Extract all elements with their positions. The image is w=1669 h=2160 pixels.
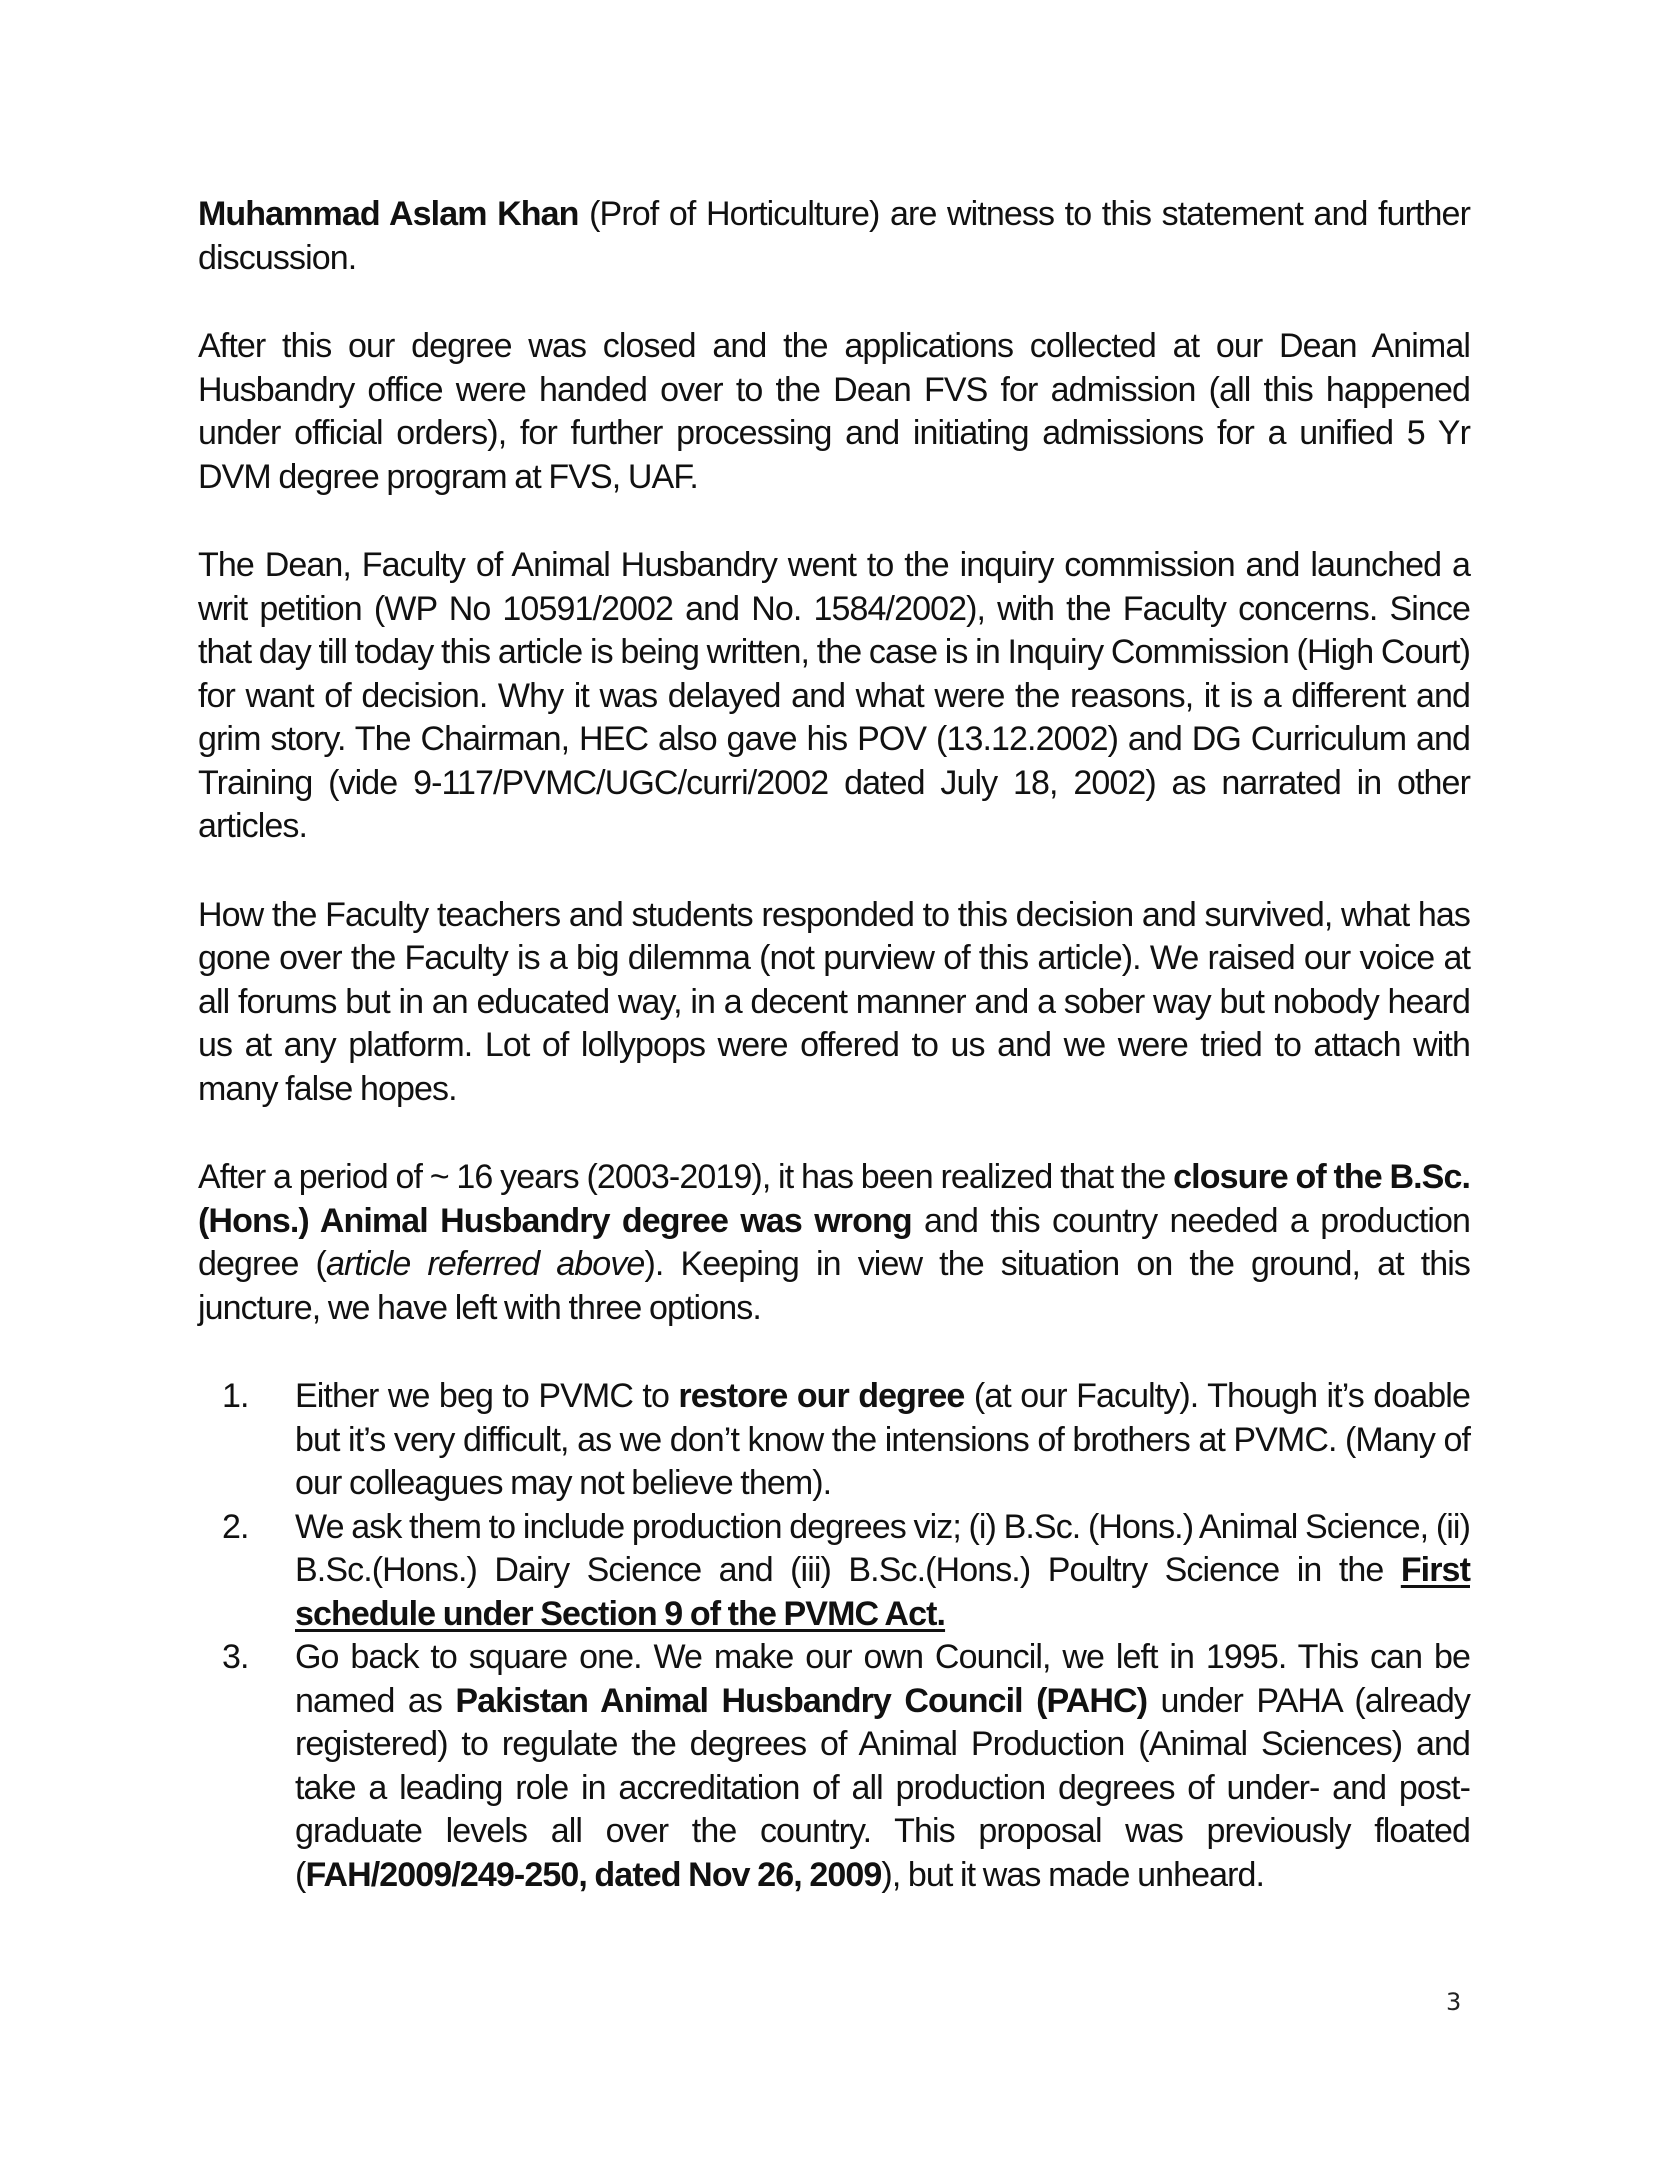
paragraph-faculty-response: How the Faculty teachers and students responded to this decision and survived, what has gone over the Faculty is a big dilemma (not purview of this article). We raised our voice at all forums but in an educated way, in a decent manner and a sober way but nobody heard us at any platform. Lot of lollypops were offered to us and we were tried to attach with many false hopes.: [198, 895, 1470, 1108]
realization-text-1: After a period of ~ 16 years (2003-2019), it has been realized that the: [198, 1158, 1174, 1196]
option-1-bold: restore our degree: [678, 1377, 965, 1415]
realization-bold: closure of the B.Sc.(Hons.) Animal Husbandry degree was wrong: [198, 1158, 1470, 1240]
option-1-text-1: Either we beg to PVMC to: [295, 1377, 679, 1415]
paragraph-writ-petition: The Dean, Faculty of Animal Husbandry went to the inquiry commission and launched a writ petition (WP No 10591/2002 and No. 1584/2002), with the Faculty concerns. Since that day till today this article is being written, the case is in Inquiry Commission (High Court) for want of decision. Why it was delayed and what were the reasons, it is a different and grim story. The Chairman, HEC also gave his POV (13.12.2002) and DG Curriculum and Training (vide 9-117/PVMC/UGC/curri/2002 dated July 18, 2002) as narrated in other articles.: [198, 546, 1470, 845]
option-3-text-1: Go back to square one. We make our own Council, we left in 1995. This can be named as: [295, 1638, 1470, 1720]
option-3-bold-council: Pakistan Animal Husbandry Council (PAHC): [455, 1681, 1148, 1720]
realization-italic: article referred above: [325, 1245, 645, 1283]
option-3-bold-reference: FAH/2009/249-250, dated Nov 26, 2009: [305, 1855, 882, 1894]
list-item-option-2: [198, 1506, 1470, 1637]
options-list: [198, 1375, 1470, 1897]
witness-name: Muhammad Aslam Khan: [198, 195, 579, 233]
realization-text-3: ). Keeping in view the situation on the ground, at this juncture, we have left with three options.: [198, 1245, 1471, 1327]
option-3-text-2: under PAHA (already registered) to regulate the degrees of Animal Production (Animal Sciences) and take a leading role in accreditation of all production degrees of under- and post-graduate levels all over the country. This proposal was previously floated (: [295, 1681, 1470, 1894]
list-item-option-3: [198, 1636, 1470, 1897]
list-item-option-1: [198, 1375, 1470, 1506]
option-3-text-3: ), but it was made unheard.: [881, 1855, 1265, 1894]
option-1-text-2: (at our Faculty). Though it’s doable but it’s very difficult, as we don’t know the intensions of brothers at PVMC. (Many of our colleagues may not believe them).: [295, 1377, 1470, 1502]
paragraph-witness: [198, 193, 1470, 280]
realization-text-2: and this country needed a production degree (: [198, 1201, 1470, 1283]
witness-text: (Prof of Horticulture) are witness to this statement and further discussion.: [198, 195, 1470, 277]
option-2-bold-underlined: First schedule under Section 9 of the PVMC Act.: [295, 1551, 1470, 1633]
paragraph-degree-closed: After this our degree was closed and the applications collected at our Dean Animal Husbandry office were handed over to the Dean FVS for admission (all this happened under official orders), for further processing and initiating admissions for a unified 5 Yr DVM degree program at FVS, UAF.: [198, 327, 1470, 496]
page-number: 3: [1446, 1988, 1462, 2016]
list-number: 3.: [222, 1638, 249, 1676]
paragraph-realization: [198, 1156, 1470, 1330]
list-number: 2.: [222, 1507, 249, 1546]
page-body: [198, 193, 1470, 1897]
option-2-text-1: We ask them to include production degrees viz; (i) B.Sc. (Hons.) Animal Science, (ii) B.Sc.(Hons.) Dairy Science and (iii) B.Sc.(Hons.) Poultry Science in the: [295, 1507, 1470, 1589]
list-number: 1.: [222, 1377, 249, 1415]
